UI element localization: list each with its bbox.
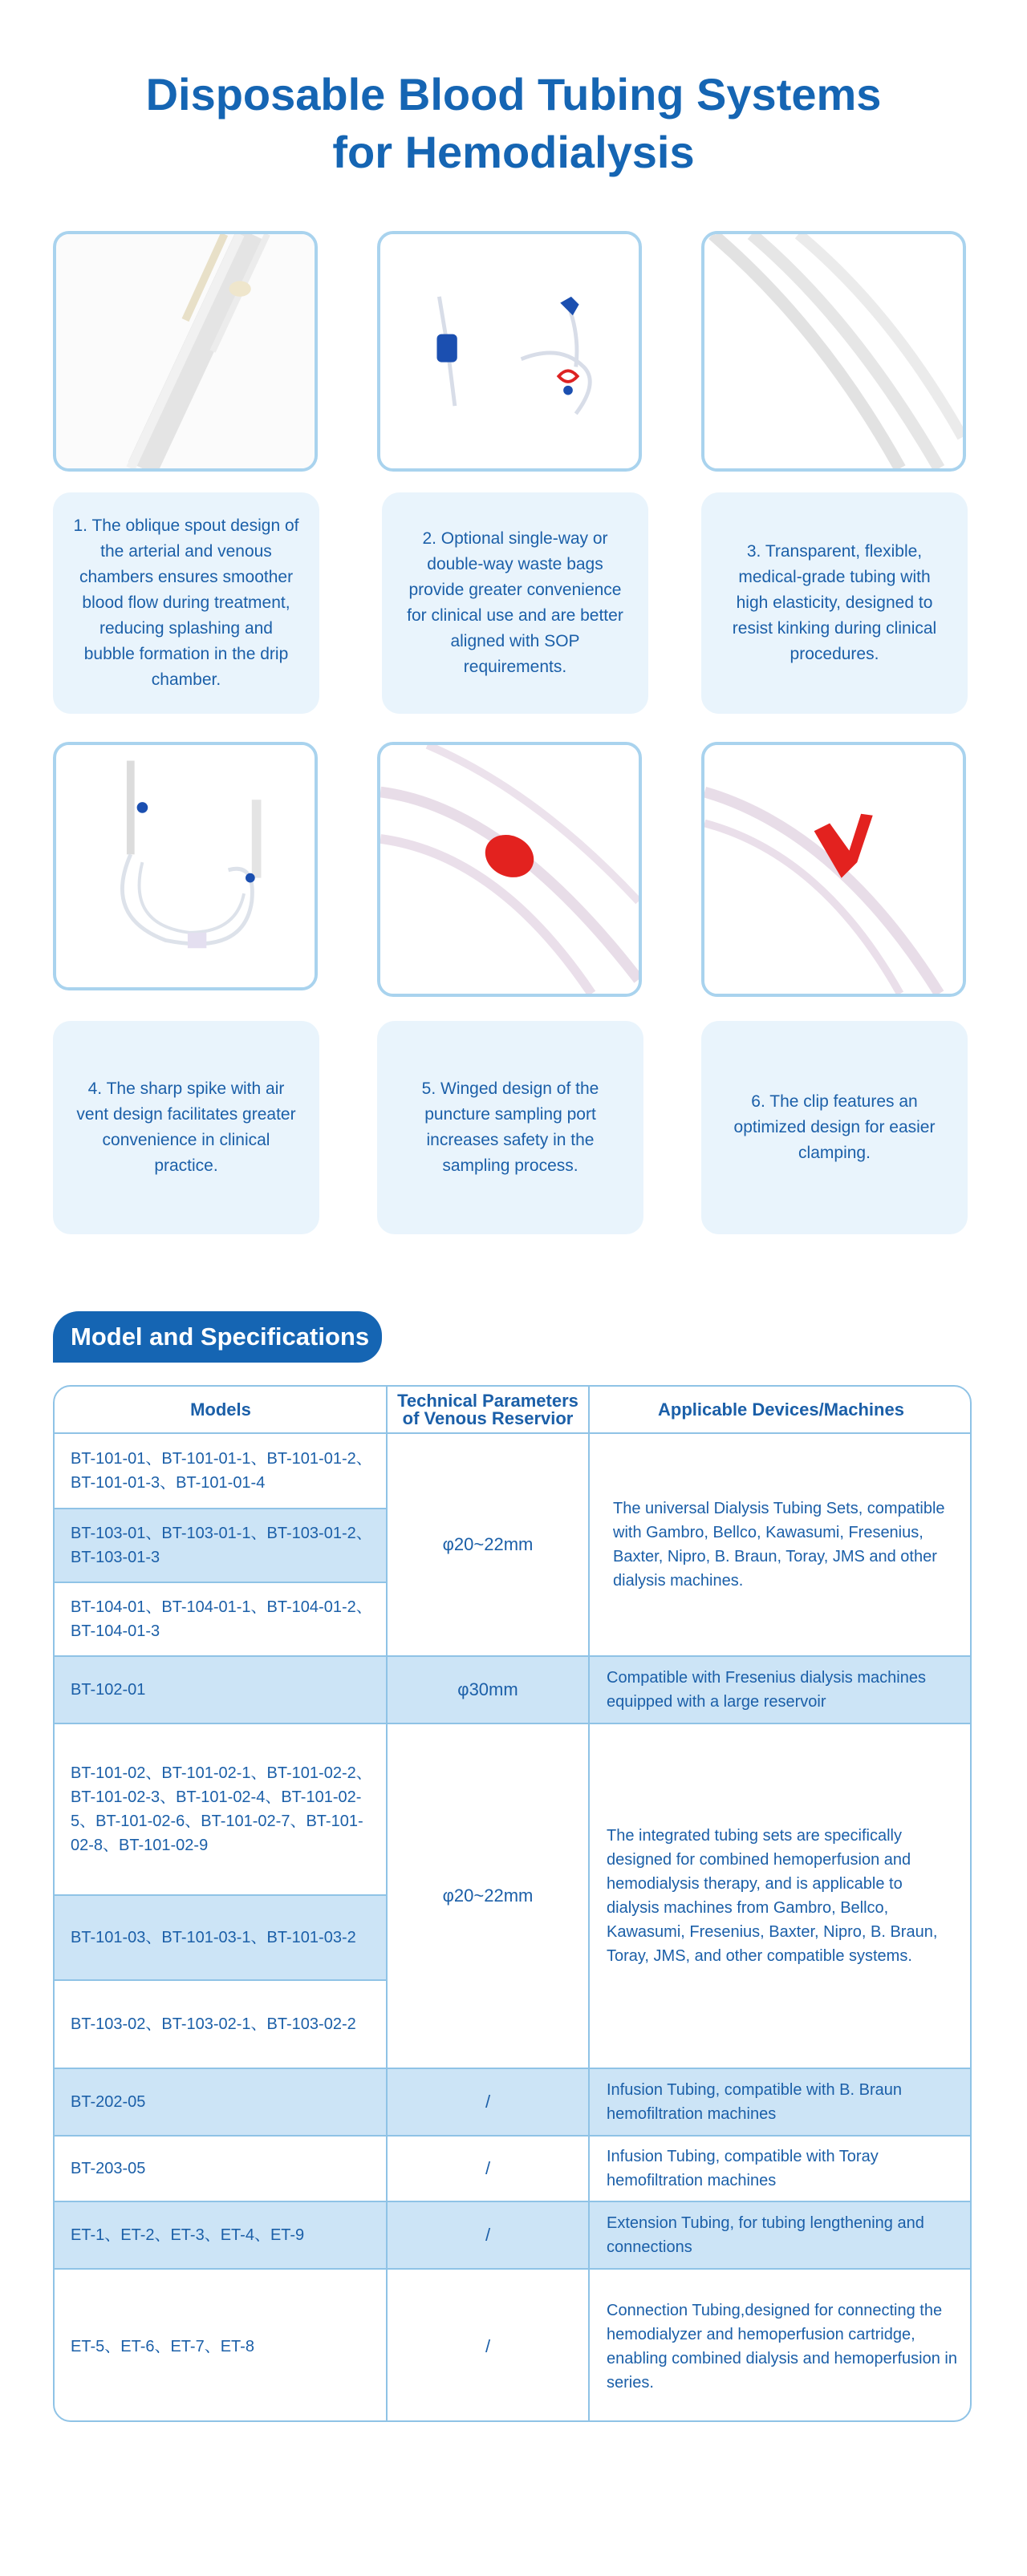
header-models	[55, 1387, 387, 1433]
feature-text-4	[53, 1021, 319, 1234]
feature-image-2	[377, 231, 642, 472]
specs-section-title-text: Model and Specifications	[71, 1322, 370, 1351]
page-title	[0, 66, 1027, 181]
param-cell-2	[387, 1656, 589, 1723]
feature-text-3-content: 3. Transparent, flexible, medical-grade tubing with high elasticity, designed to resist kinking during clinical procedures.	[732, 542, 937, 663]
model-text-3: BT-104-01、BT-104-01-1、BT-104-01-2、BT-104-01-3	[71, 1598, 372, 1640]
device-cell-5	[589, 2136, 972, 2201]
device-cell-3	[589, 1723, 972, 2068]
feature-image-1	[53, 231, 318, 472]
model-text-4: BT-102-01	[71, 1681, 146, 1699]
param-text-2: φ30mm	[457, 1679, 518, 1699]
model-cell-9	[55, 2136, 387, 2201]
feature-text-1	[53, 492, 319, 714]
param-cell-3	[387, 1723, 589, 2068]
model-cell-1	[55, 1433, 387, 1509]
param-text-1: φ20~22mm	[442, 1534, 534, 1554]
feature-text-1-content: 1. The oblique spout design of the arterial and venous chambers ensures smoother blood flow during treatment, reducing splashing and bubble formation in the drip chamber.	[73, 516, 299, 689]
device-text-4: Infusion Tubing, compatible with B. Braun hemofiltration machines	[607, 2081, 902, 2123]
feature-image-6	[701, 742, 966, 997]
device-cell-1	[589, 1433, 972, 1656]
param-cell-5	[387, 2136, 589, 2201]
model-text-10: ET-1、ET-2、ET-3、ET-4、ET-9	[71, 2226, 305, 2244]
grid-hline-m4	[55, 1979, 387, 1981]
grid-hline-m1	[55, 1508, 387, 1509]
model-cell-8	[55, 2068, 387, 2136]
grid-hline-r5	[55, 2201, 972, 2202]
device-text-7: Connection Tubing,designed for connecting the hemodialyzer and hemoperfusion cartridge, enabling combined dialysis and hemoperfusion in series.	[607, 2301, 957, 2392]
grid-hline-header	[55, 1432, 972, 1434]
device-cell-4	[589, 2068, 972, 2136]
param-cell-1	[387, 1433, 589, 1656]
sampling-port-photo	[380, 745, 639, 994]
param-cell-4	[387, 2068, 589, 2136]
spike-set-photo	[56, 745, 315, 987]
param-text-7: /	[485, 2335, 491, 2356]
model-text-8: BT-202-05	[71, 2093, 146, 2111]
grid-hline-r1	[55, 1655, 972, 1657]
model-text-11: ET-5、ET-6、ET-7、ET-8	[71, 2337, 254, 2355]
grid-vline-2	[588, 1387, 590, 2422]
grid-hline-m2	[55, 1582, 387, 1583]
grid-hline-r2	[55, 1723, 972, 1724]
drip-chamber-photo	[56, 234, 315, 468]
model-text-7: BT-103-02、BT-103-02-1、BT-103-02-2	[71, 2015, 356, 2033]
header-params-line-1: Technical Parameters	[397, 1391, 578, 1411]
model-text-5: BT-101-02、BT-101-02-1、BT-101-02-2、BT-101-02-3、BT-101-02-4、BT-101-02-5、BT-101-02-6、BT-101-02-7、BT-101-02-8、BT-101-02-9	[71, 1764, 372, 1854]
feature-text-2	[382, 492, 648, 714]
device-text-3: The integrated tubing sets are specifically designed for combined hemoperfusion and hemodialysis therapy, and is applicable to dialysis machines from Gambro, Bellco, Kawasumi, Fresenius, Baxter, Nipro, B. Braun, Toray, JMS, and other compatible systems.	[607, 1827, 938, 1965]
model-cell-11	[55, 2269, 387, 2422]
grid-hline-r6	[55, 2268, 972, 2270]
feature-image-3	[701, 231, 966, 472]
header-devices	[589, 1387, 972, 1433]
specs-section-title	[53, 1311, 382, 1363]
model-cell-3	[55, 1582, 387, 1656]
device-text-1: The universal Dialysis Tubing Sets, compatible with Gambro, Bellco, Kawasumi, Fresenius, Baxter, Nipro, B. Braun, Toray, JMS and other dialysis machines.	[613, 1500, 945, 1590]
model-cell-7	[55, 1980, 387, 2068]
feature-image-5	[377, 742, 642, 997]
feature-text-3	[701, 492, 968, 714]
device-text-6: Extension Tubing, for tubing lengthening and connections	[607, 2214, 924, 2256]
device-cell-6	[589, 2201, 972, 2269]
param-text-5: /	[485, 2158, 491, 2178]
param-text-4: /	[485, 2092, 491, 2112]
header-params-line-2: of Venous Reservior	[402, 1408, 574, 1428]
transparent-tubing-photo	[704, 234, 963, 468]
header-params	[387, 1387, 589, 1433]
param-text-6: /	[485, 2225, 491, 2245]
device-text-5: Infusion Tubing, compatible with Toray hemofiltration machines	[607, 2148, 879, 2189]
param-cell-6	[387, 2201, 589, 2269]
header-models-text: Models	[190, 1399, 251, 1420]
model-text-1: BT-101-01、BT-101-01-1、BT-101-01-2、BT-101-01-3、BT-101-01-4	[71, 1450, 372, 1492]
model-cell-10	[55, 2201, 387, 2269]
tubing-clip-photo	[704, 745, 963, 994]
grid-hline-m3	[55, 1894, 387, 1896]
model-text-2: BT-103-01、BT-103-01-1、BT-103-01-2、BT-103-01-3	[71, 1525, 372, 1566]
model-text-9: BT-203-05	[71, 2160, 146, 2177]
page-title-line-2: for Hemodialysis	[332, 127, 695, 177]
model-cell-6	[55, 1895, 387, 1980]
header-devices-text: Applicable Devices/Machines	[658, 1399, 904, 1420]
model-text-6: BT-101-03、BT-101-03-1、BT-101-03-2	[71, 1929, 356, 1946]
waste-bag-connectors-photo	[380, 234, 639, 468]
device-cell-2	[589, 1656, 972, 1723]
device-text-2: Compatible with Fresenius dialysis machines equipped with a large reservoir	[607, 1669, 926, 1711]
page-title-line-1: Disposable Blood Tubing Systems	[145, 69, 882, 119]
feature-text-6-content: 6. The clip features an optimized design for easier clamping.	[733, 1092, 936, 1162]
model-cell-2	[55, 1509, 387, 1582]
model-cell-5	[55, 1723, 387, 1895]
param-text-3: φ20~22mm	[442, 1885, 534, 1906]
grid-hline-r3	[55, 2068, 972, 2069]
param-cell-7	[387, 2269, 589, 2422]
feature-text-4-content: 4. The sharp spike with air vent design facilitates greater convenience in clinical practice.	[76, 1079, 296, 1175]
feature-text-2-content: 2. Optional single-way or double-way waste bags provide greater convenience for clinical use and are better aligned with SOP requirements.	[407, 529, 623, 676]
grid-vline-1	[386, 1387, 388, 2422]
device-cell-7	[589, 2269, 972, 2422]
feature-text-5-content: 5. Winged design of the puncture sampling port increases safety in the sampling process.	[421, 1079, 599, 1175]
feature-image-4	[53, 742, 318, 990]
grid-hline-r4	[55, 2135, 972, 2137]
feature-text-6	[701, 1021, 968, 1234]
specs-table	[53, 1385, 972, 2422]
model-cell-4	[55, 1656, 387, 1723]
feature-text-5	[377, 1021, 643, 1234]
